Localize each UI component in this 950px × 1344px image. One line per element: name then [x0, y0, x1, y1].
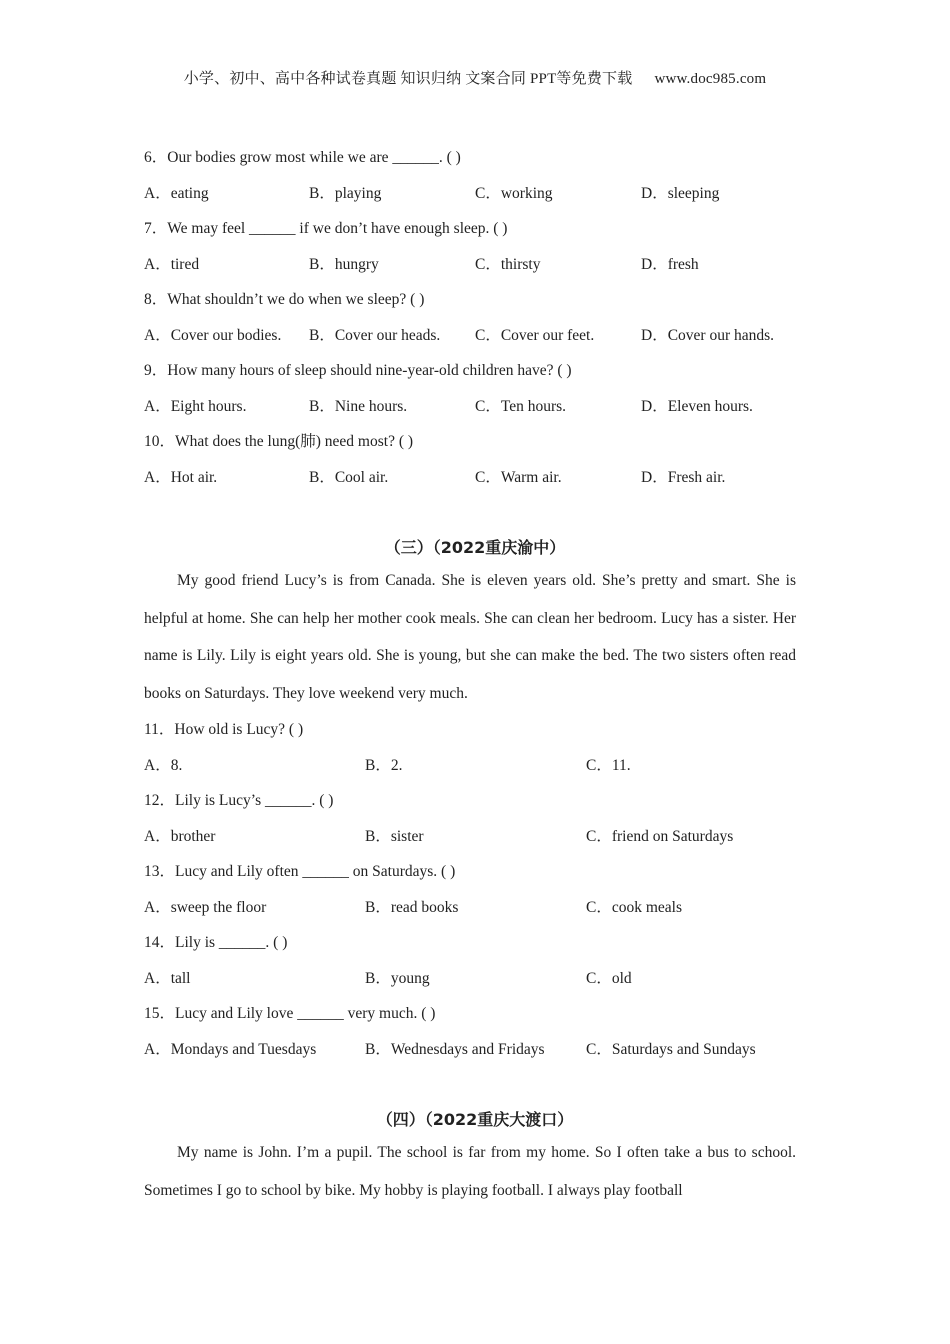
options-10: [144, 465, 804, 487]
option-c[interactable]: C．Warm air.: [475, 469, 562, 486]
option-a[interactable]: A．Eight hours.: [144, 398, 247, 415]
option-b[interactable]: B．Cover our heads.: [309, 327, 441, 344]
option-a[interactable]: A．eating: [144, 185, 209, 202]
option-c[interactable]: C．friend on Saturdays: [586, 828, 734, 845]
options-7: [144, 252, 804, 274]
option-c[interactable]: C．working: [475, 185, 553, 202]
reading-passage-3: My good friend Lucy’s is from Canada. She is eleven years old. She’s pretty and smart. She is helpful at home. She can help her mother cook meals. She can clean her bedroom. Lucy has a sister. Her name is Lily. Lily is eight years old. She is young, but she can make the bed. The two sisters often read books on Saturdays. They love weekend very much.: [144, 572, 796, 702]
option-b[interactable]: B．young: [365, 970, 430, 987]
options-8: [144, 323, 804, 345]
option-a[interactable]: A．Cover our bodies.: [144, 327, 282, 344]
option-c[interactable]: C．Saturdays and Sundays: [586, 1041, 756, 1058]
option-d[interactable]: D．Cover our hands.: [641, 327, 775, 344]
option-c[interactable]: C．cook meals: [586, 899, 682, 916]
option-b[interactable]: B．hungry: [309, 256, 379, 273]
options-14: [144, 966, 804, 988]
options-9: [144, 394, 804, 416]
option-d[interactable]: D．Fresh air.: [641, 469, 726, 486]
section-title-3: （三）（2022重庆渝中）: [384, 538, 566, 557]
question-10: 10．What does the lung(肺) need most? ( ): [144, 433, 414, 450]
option-a[interactable]: A．8.: [144, 757, 183, 774]
option-d[interactable]: D．fresh: [641, 256, 699, 273]
option-a[interactable]: A．Mondays and Tuesdays: [144, 1041, 317, 1058]
option-c[interactable]: C．old: [586, 970, 632, 987]
options-13: [144, 895, 804, 917]
page-header: [0, 67, 950, 88]
option-a[interactable]: A．brother: [144, 828, 216, 845]
question-12: 12．Lily is Lucy’s ______. ( ): [144, 792, 334, 809]
option-a[interactable]: A．tall: [144, 970, 191, 987]
question-15: 15．Lucy and Lily love ______ very much. ( ): [144, 1005, 436, 1022]
option-a[interactable]: A．Hot air.: [144, 469, 218, 486]
option-d[interactable]: D．Eleven hours.: [641, 398, 753, 415]
question-8: 8．What shouldn’t we do when we sleep? ( ): [144, 291, 425, 308]
options-12: [144, 824, 804, 846]
question-13: 13．Lucy and Lily often ______ on Saturdays. ( ): [144, 863, 456, 880]
option-b[interactable]: B．playing: [309, 185, 382, 202]
header-text: 小学、初中、高中各种试卷真题 知识归纳 文案合同 PPT等免费下载: [183, 71, 633, 87]
option-d[interactable]: D．sleeping: [641, 185, 720, 202]
option-b[interactable]: B．Nine hours.: [309, 398, 408, 415]
question-11: 11．How old is Lucy? ( ): [144, 721, 304, 738]
header-site[interactable]: www.doc985.com: [654, 71, 767, 87]
question-7: 7．We may feel ______ if we don’t have enough sleep. ( ): [144, 220, 508, 237]
option-b[interactable]: B．Cool air.: [309, 469, 389, 486]
question-9: 9．How many hours of sleep should nine-year-old children have? ( ): [144, 362, 572, 379]
question-14: 14．Lily is ______. ( ): [144, 934, 288, 951]
option-a[interactable]: A．tired: [144, 256, 200, 273]
option-b[interactable]: B．2.: [365, 757, 403, 774]
options-6: [144, 181, 804, 203]
option-c[interactable]: C．11.: [586, 757, 631, 774]
options-15: [144, 1037, 804, 1059]
option-b[interactable]: B．read books: [365, 899, 459, 916]
option-c[interactable]: C．Cover our feet.: [475, 327, 595, 344]
option-c[interactable]: C．Ten hours.: [475, 398, 567, 415]
option-a[interactable]: A．sweep the floor: [144, 899, 267, 916]
option-b[interactable]: B．sister: [365, 828, 424, 845]
option-c[interactable]: C．thirsty: [475, 256, 541, 273]
options-11: [144, 753, 804, 775]
section-title-4: （四）（2022重庆大渡口）: [376, 1110, 574, 1129]
question-6: 6．Our bodies grow most while we are ______. ( ): [144, 149, 461, 166]
reading-passage-4: My name is John. I’m a pupil. The school is far from my home. So I often take a bus to school. Sometimes I go to school by bike. My hobby is playing football. I always play football: [144, 1144, 796, 1199]
option-b[interactable]: B．Wednesdays and Fridays: [365, 1041, 545, 1058]
